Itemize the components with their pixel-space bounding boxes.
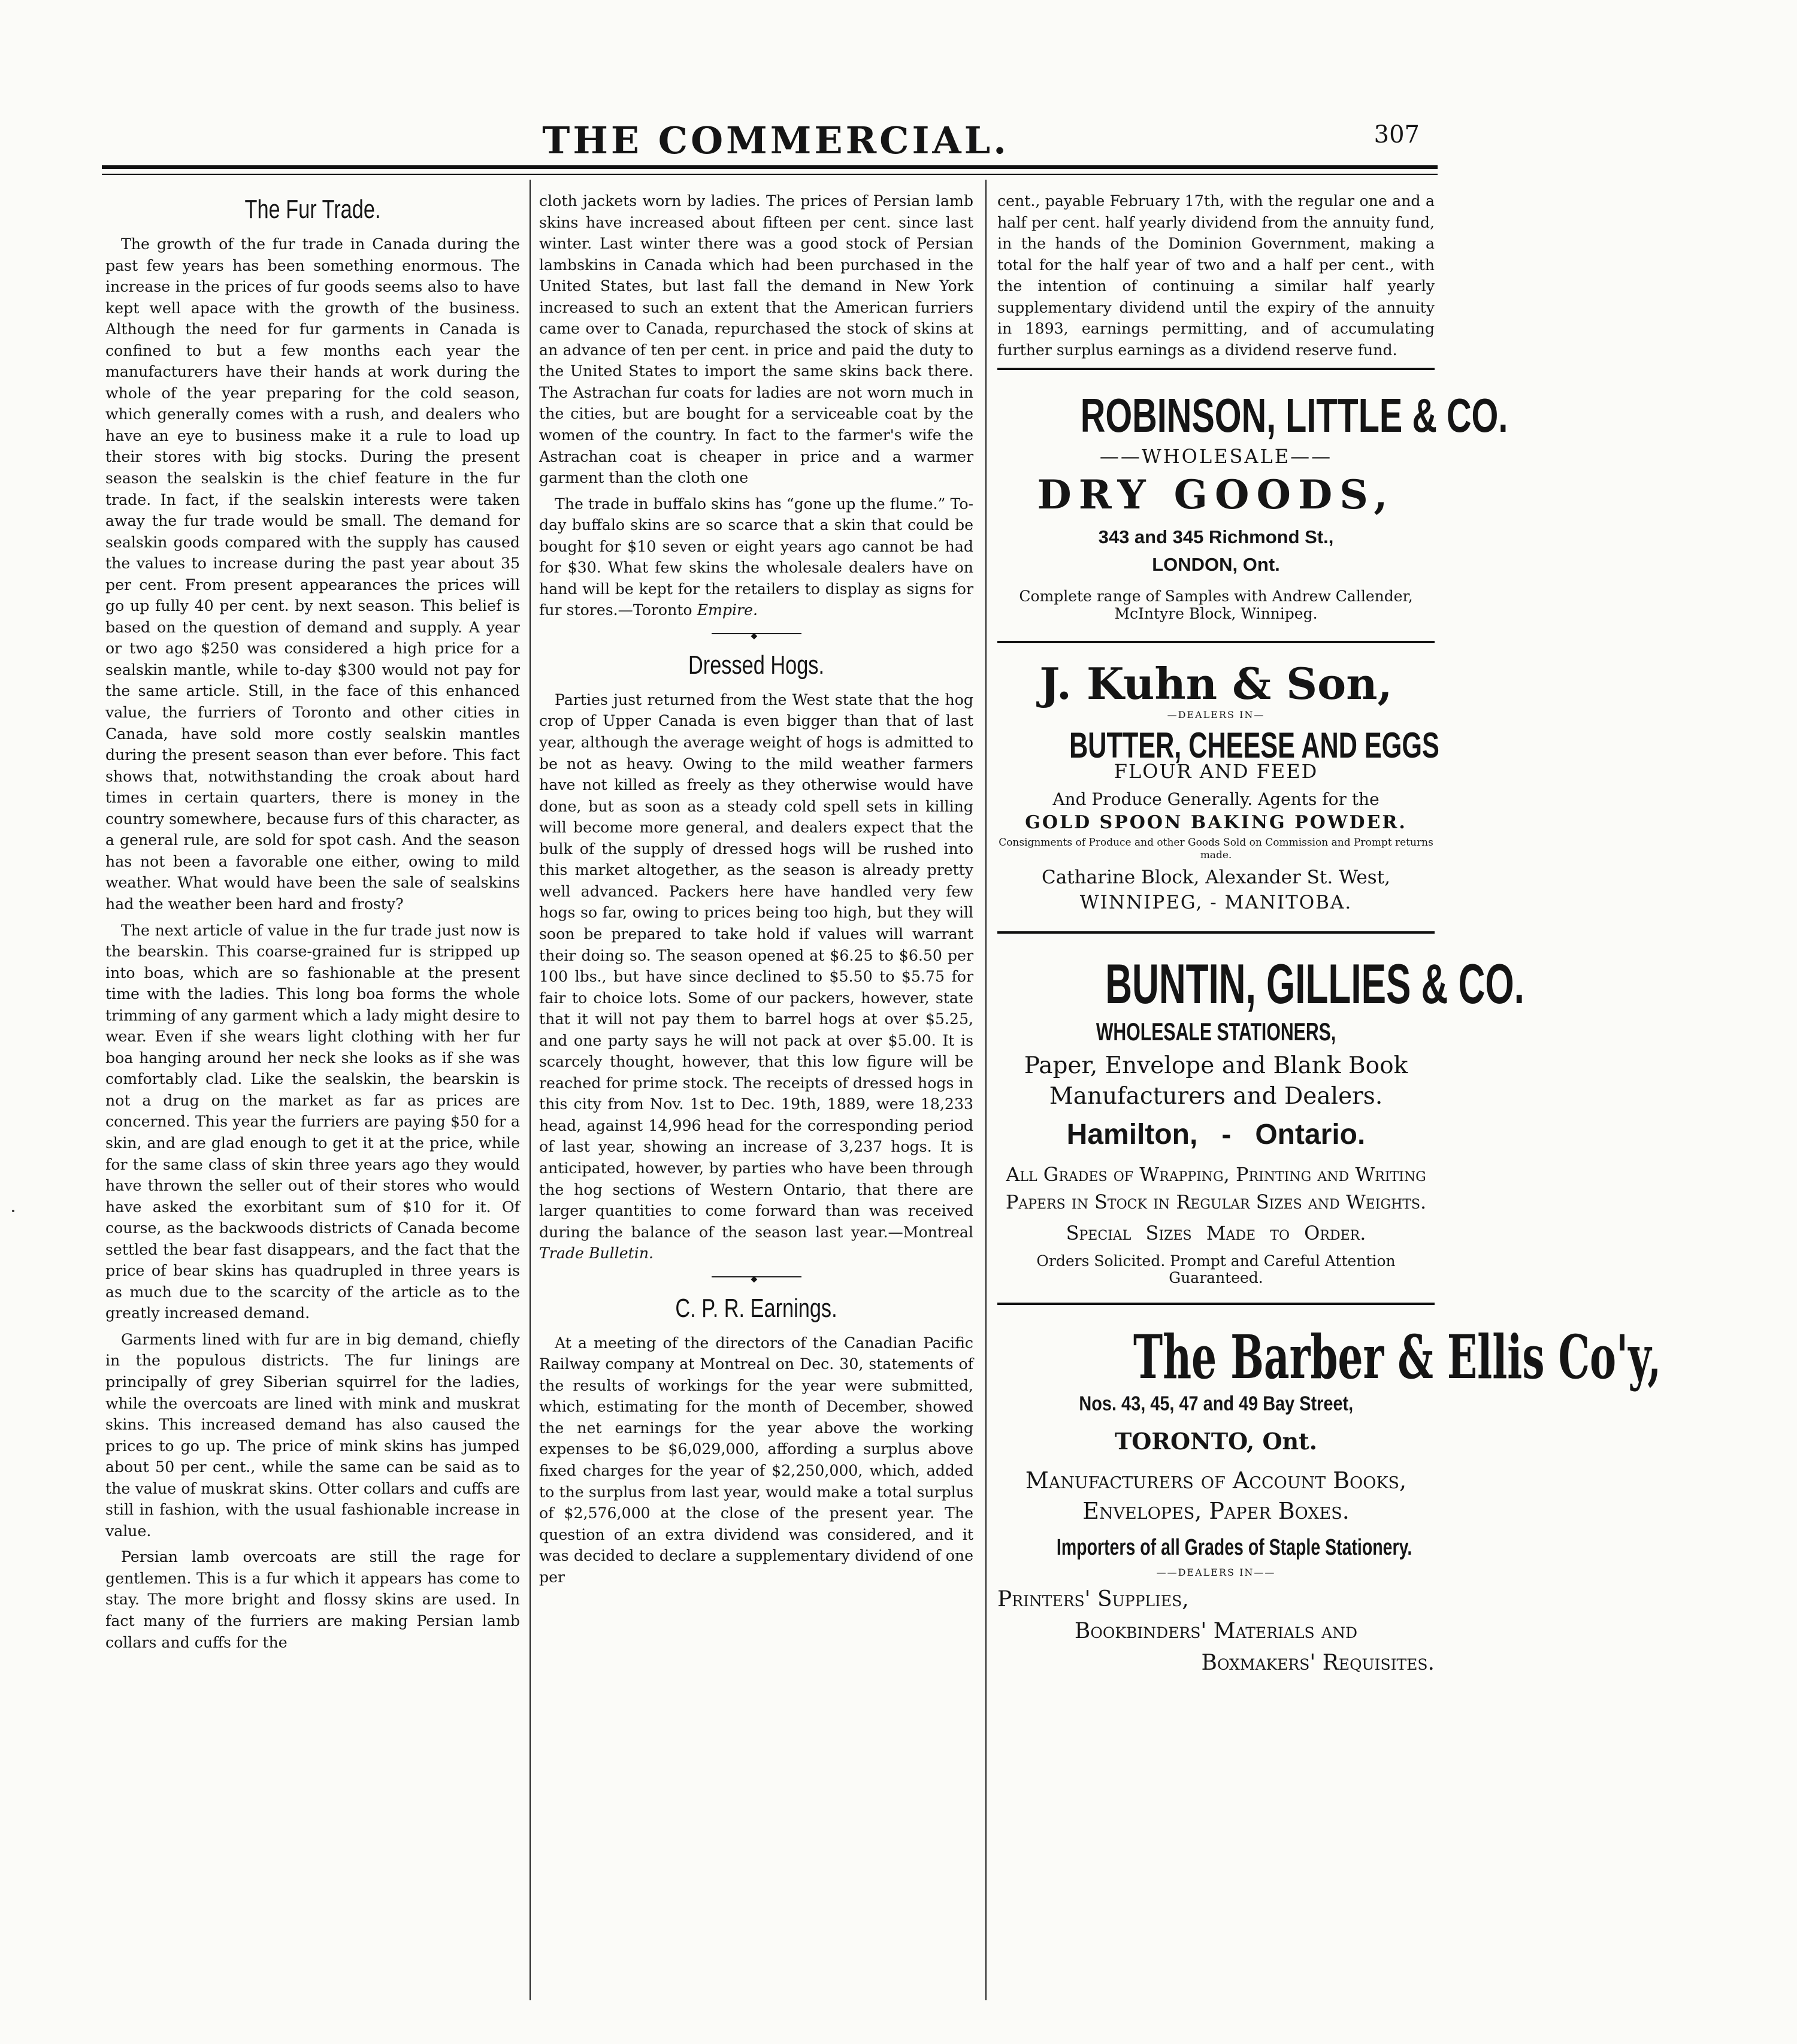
header-rule <box>102 165 1438 169</box>
paragraph <box>539 493 973 621</box>
ad-item: Bookbinders' Materials and <box>1074 1619 1358 1644</box>
column-3 <box>997 190 1662 1999</box>
section-divider <box>712 1276 801 1277</box>
header-rule-thin <box>102 174 1438 175</box>
column-rule <box>530 180 531 2000</box>
ad-rule <box>997 368 1435 370</box>
ad-note: Consignments of Produce and other Goods Sold on Commission and Prompt returns made. <box>999 837 1433 861</box>
ad-city: WINNIPEG, - MANITOBA. <box>1079 891 1353 913</box>
masthead <box>132 119 1420 166</box>
ad-importers: Importers of all Grades of Staple Stationery. <box>1056 1535 1412 1561</box>
ad-products: Paper, Envelope and Blank Book Manufacturers and Dealers. <box>1024 1052 1408 1110</box>
ad-agents: And Produce Generally. Agents for the <box>1052 789 1379 809</box>
article-heading-cpr-earnings: C. P. R. Earnings. <box>675 1293 837 1323</box>
article-heading-fur-trade: The Fur Trade. <box>244 195 381 224</box>
ad-address: Catharine Block, Alexander St. West, <box>1042 867 1390 889</box>
ad-city: LONDON, Ont. <box>1152 553 1280 575</box>
ad-trade: WHOLESALE STATIONERS, <box>1096 1018 1336 1046</box>
source-citation: Empire. <box>697 601 758 619</box>
paragraph: cent., payable February 17th, with the regular one and a half per cent. half yearly dividend from the annuity fund, in the hands of the Dominion Government, making a total for the half year of two and a half per cent., with the intention of continuing a similar half yearly supplementary dividend until the expiry of the annuity in 1893, earnings permitting, and of accumulating further surplus earnings as a dividend reserve fund. <box>997 192 1435 359</box>
page-number: 307 <box>1374 121 1420 149</box>
ad-dry-goods: DRY GOODS, <box>1037 471 1395 519</box>
paragraph-text: Parties just returned from the West state that the hog crop of Upper Canada is even bigger than that of last year, although the average weight of hogs is admitted to be not as heavy. Owing to the mild weather farmers have not killed as freely as they otherwise would have done, but as soon as a steady cold spell sets in killing will become more general, and dealers expect that the bulk of the supply of dressed hogs will be rushed into this market altogether, as the season is already pretty well advanced. Packers here have handled very few hogs so far, owing to prices being too high, but they will soon be prepared to take hold if values will warrant their doing so. The season opened at $6.25 to $6.50 per 100 lbs., but have since declined to $5.50 to $5.75 for fair to choice lots. Some of our packers, however, state that it will not pay them to barrel hogs at over $5.25, and one party says he will not pack at over $5.00. It is scarcely thought, however, that this low figure will be reached for prime stock. The receipts of dressed hogs in this city from Nov. 1st to Dec. 19th, 1889, were 18,233 head, against 14,996 head for the corresponding period of last year, showing an increase of 3,237 hogs. It is anticipated, however, by parties who have been through the hog sections of Western Ontario, that there are larger quantities to come forward than was received during the balance of the season last year.—Montreal <box>539 691 973 1241</box>
paragraph: cloth jackets worn by ladies. The prices of Persian lamb skins have increased about fifteen per cent. since last winter. Last winter there was a good stock of Persian lambskins in Canada which had been purchased in the United States, but last fall the demand in New York increased to such an extent that the American furriers came over to Canada, repurchased the stock of skins at an advance of ten per cent. in price and paid the duty to the United States to import the same skins back there. The Astrachan fur coats for ladies are not worn much in the cities, but are bought for a serviceable coat by the women of the country. In fact to the farmer's wife the Astrachan coat is cheaper in price and a warmer garment than the cloth one <box>539 192 973 487</box>
ad-rule <box>997 641 1435 643</box>
advertisement-robinson-little <box>997 388 1508 623</box>
paragraph: The growth of the fur trade in Canada during the past few years has been something enormous. The increase in the prices of fur goods seems also to have kept well apace with the growth of the business. Although the need for fur garments in Canada is confined to but a few months each year the manufacturers have their hands at work during the whole of the year preparing for the cold season, which generally comes with a rush, and dealers who have an eye to business make it a rule to load up their stores with big stocks. During the present season the sealskin is the chief feature in the fur trade. In fact, if the sealskin interests were taken away the fur trade would be small. The demand for sealskin goods compared with the supply has caused the values to increase during the past year about 35 per cent. From present appearances the prices will go up fully 40 per cent. by next season. This belief is based on the question of demand and supply. A year or two ago $250 was considered a high price for a sealskin mantle, while to-day $300 would not pay for the same article. Still, in the face of this enhanced value, the furriers of Toronto and other cities in Canada, have sold more costly sealskin mantles during the present season than ever before. This fact shows that, notwithstanding the croak about hard times in certain quarters, there is money in the country somewhere, because furs of this character, as a general rule, are sold for spot cash. And the season has not been a favorable one either, owing to mild weather. What would have been the sale of sealskins had the weather been hard and frosty? <box>105 235 520 913</box>
advertisement-kuhn <box>997 658 1439 914</box>
ad-brand: GOLD SPOON BAKING POWDER. <box>1025 811 1407 833</box>
article-heading-dressed-hogs: Dressed Hogs. <box>688 650 824 680</box>
paragraph: Persian lamb overcoats are still the rage for gentlemen. This is a fur which it appears has come to stay. The more bright and flossy skins are used. In fact many of the furriers are making Persian lamb collars and cuffs for the <box>105 1548 520 1651</box>
publication-title: THE COMMERCIAL. <box>542 119 1009 162</box>
ad-company-name: The Barber & Ellis Co'y, <box>1133 1322 1662 1393</box>
ad-city: Hamilton, - Ontario. <box>1066 1118 1366 1150</box>
column-2 <box>539 190 973 1999</box>
ad-company-name: J. Kuhn & Son, <box>1039 658 1393 709</box>
advertisement-barber-ellis <box>997 1322 1662 1676</box>
ad-city: TORONTO, Ont. <box>1115 1428 1317 1455</box>
ad-company-name: BUNTIN, GILLIES & CO. <box>1105 952 1524 1016</box>
paragraph <box>539 689 973 1264</box>
ad-rule <box>997 931 1435 934</box>
ad-goods: BUTTER, CHEESE AND EGGS <box>1069 725 1439 765</box>
source-citation: Trade Bulletin. <box>539 1244 654 1262</box>
ad-rule <box>997 1303 1435 1305</box>
ad-item: Printers' Supplies, <box>997 1586 1189 1612</box>
ad-manufacturers: Manufacturers of Account Books, Envelopes, Paper Boxes. <box>1025 1467 1407 1524</box>
paragraph: The next article of value in the fur trade just now is the bearskin. This coarse-grained fur is stripped up into boas, which are so fashionable at the present time with the ladies. This long boa forms the whole trimming of any garment which a lady might desire to wear. Even if she wears light clothing with her fur boa hanging around her neck she looks as if she was comfortably clad. Like the sealskin, the bearskin is not a drug on the market as far as prices are concerned. This year the furriers are paying $50 for a skin, and are glad enough to get it at the price, while for the same class of skin three years ago they would have thrown the seller out of their stores who would have asked the exorbitant sum of $10 for it. Of course, as the backwoods districts of Canada become settled the bear fast disappears, and the fact that the price of bear skins has quadrupled in three years is as much due to the scarcity of the article as to the greatly increased demand. <box>105 921 520 1322</box>
ad-note: Complete range of Samples with Andrew Callender, McIntyre Block, Winnipeg. <box>1019 588 1413 623</box>
ad-special: Special Sizes Made to Order. <box>1066 1221 1366 1244</box>
ad-address: 343 and 345 Richmond St., <box>1098 526 1334 548</box>
margin-mark <box>12 1210 14 1212</box>
ad-dealers: ——DEALERS IN—— <box>1156 1567 1276 1579</box>
paragraph-text: The trade in buffalo skins has “gone up the flume.” To-day buffalo skins are so scarce that a skin that could be bought for $10 seven or eight years ago cannot be had for $30. What few skins the wholesale dealers have on hand will be kept for the retailers to display as signs for fur stores.—Toronto <box>539 495 973 619</box>
ad-item: Boxmakers' Requisites. <box>1201 1651 1435 1676</box>
column-1 <box>105 190 520 1999</box>
paragraph: At a meeting of the directors of the Canadian Pacific Railway company at Montreal on Dec. 30, statements of the results of workings for the year were submitted, which, estimating for the month of December, showed the net earnings for the year above the working expenses to be $6,029,000, affording a surplus above fixed charges for the year of $2,250,000, which, added to the surplus from last year, would make a total surplus of $2,576,000 at the close of the present year. The question of an extra dividend was considered, and it was decided to declare a supplementary dividend of one per <box>539 1334 973 1586</box>
ad-orders: Orders Solicited. Prompt and Careful Attention Guaranteed. <box>1036 1252 1396 1287</box>
ad-grades: All Grades of Wrapping, Printing and Writing Papers in Stock in Regular Sizes and Weights. <box>1005 1162 1427 1214</box>
section-divider <box>712 633 801 634</box>
ad-dealers: —DEALERS IN— <box>1167 709 1265 721</box>
column-rule <box>985 180 987 2000</box>
ad-address: Nos. 43, 45, 47 and 49 Bay Street, <box>1079 1392 1353 1416</box>
ad-company-name: ROBINSON, LITTLE & CO. <box>1080 389 1508 443</box>
ad-wholesale: ——WHOLESALE—— <box>1099 445 1333 468</box>
paragraph: Garments lined with fur are in big demand, chiefly in the populous districts. The fur linings are principally of grey Siberian squirrel for the ladies, while the overcoats are lined with mink and muskrat skins. This increased demand has also caused the prices to go up. The price of mink skins has jumped about 50 per cent., while the same can be said as to the value of muskrat skins. Otter collars and cuffs are still in fashion, with the usual fashionable increase in value. <box>105 1330 520 1540</box>
ad-goods-2: FLOUR AND FEED <box>1114 759 1318 783</box>
advertisement-buntin-gillies <box>997 952 1524 1287</box>
